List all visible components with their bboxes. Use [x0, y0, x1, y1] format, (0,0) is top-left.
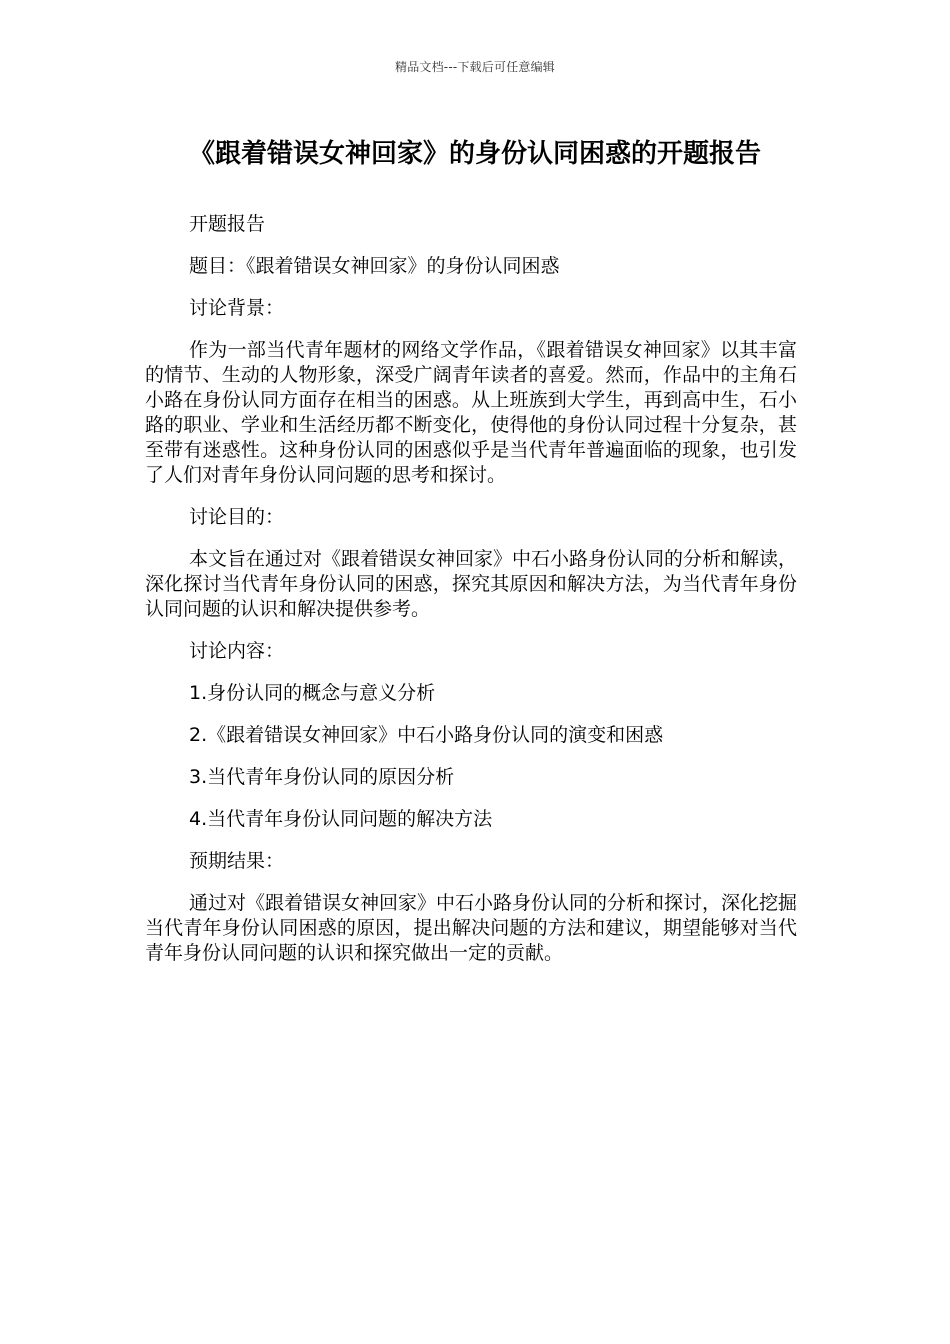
purpose-paragraph: 本文旨在通过对《跟着错误女神回家》中石小路身份认同的分析和解读，深化探讨当代青年身份认同的困惑，探究其原因和解决方法，为当代青年身份认同问题的认识和解决提供参考。 — [145, 548, 798, 620]
section-heading-content: 讨论内容： — [189, 640, 285, 662]
expected-results-paragraph: 通过对《跟着错误女神回家》中石小路身份认同的分析和探讨，深化挖掘当代青年身份认同困惑的原因，提出解决问题的方法和建议，期望能够对当代青年身份认同问题的认识和探究做出一定的贡献。 — [145, 892, 798, 964]
section-heading-purpose: 讨论目的： — [189, 506, 285, 528]
background-paragraph: 作为一部当代青年题材的网络文学作品，《跟着错误女神回家》以其丰富的情节、生动的人物形象，深受广阔青年读者的喜爱。然而，作品中的主角石小路在身份认同方面存在相当的困惑。从上班族到大学生，再到高中生，石小路的职业、学业和生活经历都不断变化，使得他的身份认同过程十分复杂，甚至带有迷惑性。这种身份认同的困惑似乎是当代青年普遍面临的现象，也引发了人们对青年身份认同问题的思考和探讨。 — [145, 339, 797, 486]
section-heading-expected-results: 预期结果： — [189, 850, 285, 872]
content-list-item: 4.当代青年身份认同问题的解决方法 — [189, 808, 493, 830]
document-title: 《跟着错误女神回家》的身份认同困惑的开题报告 — [188, 139, 761, 169]
report-label: 开题报告 — [189, 213, 266, 235]
topic-line: 题目：《跟着错误女神回家》的身份认同困惑 — [189, 255, 560, 277]
section-heading-background: 讨论背景： — [189, 297, 285, 319]
content-list-item: 2.《跟着错误女神回家》中石小路身份认同的演变和困惑 — [189, 724, 664, 746]
content-list-item: 1.身份认同的概念与意义分析 — [189, 682, 436, 704]
content-list-item: 3.当代青年身份认同的原因分析 — [189, 766, 455, 788]
document-body — [145, 212, 797, 983]
header-note: 精品文档---下载后可任意编辑 — [395, 60, 555, 74]
